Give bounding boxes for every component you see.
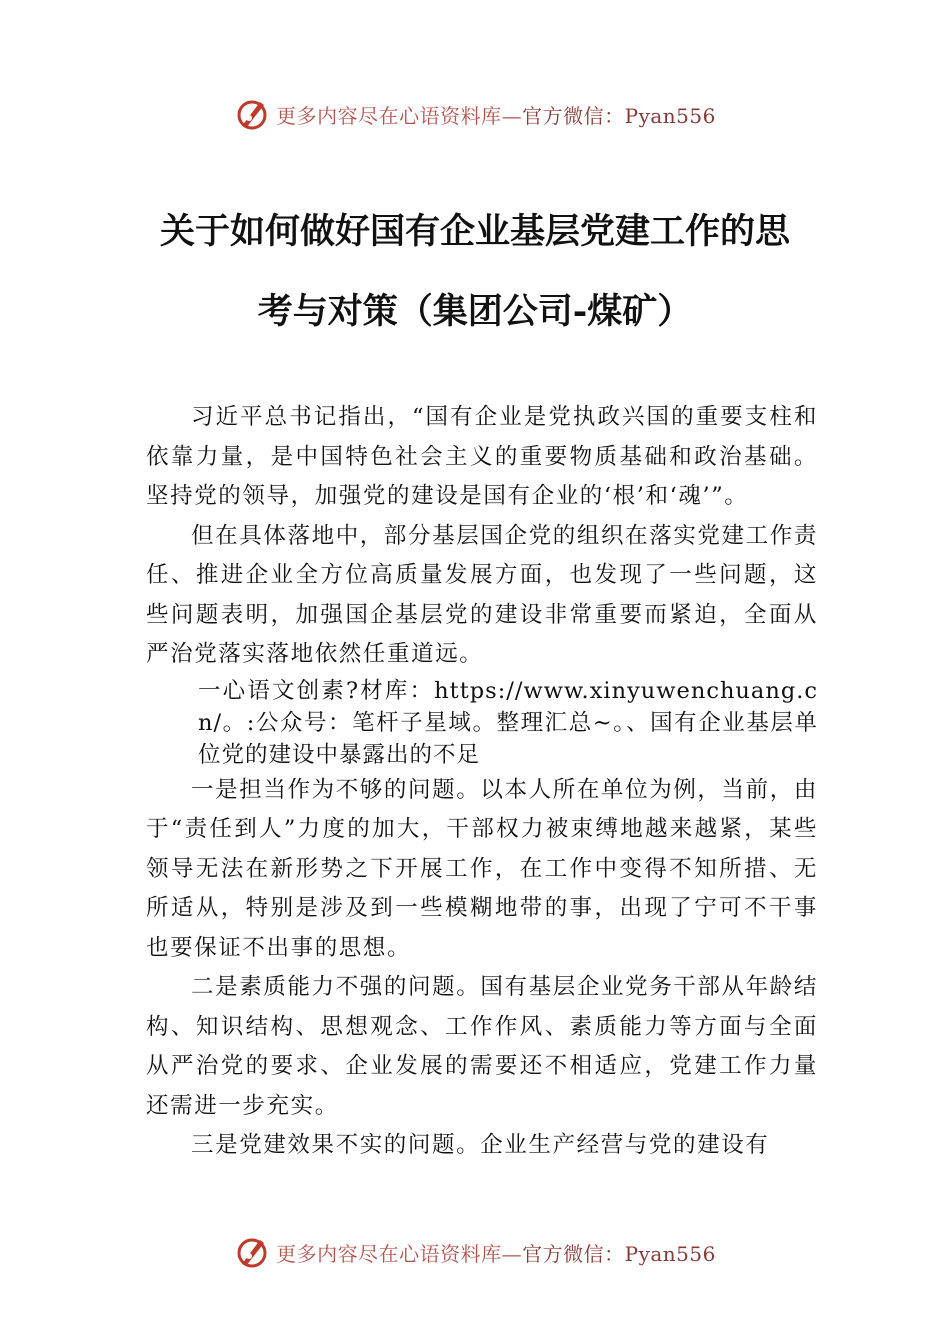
document-title-line-2: 考与对策（集团公司-煤矿） xyxy=(257,291,693,332)
footer-banner xyxy=(0,1232,950,1272)
banner-wechat: 官方微信：Pyan556 xyxy=(522,103,716,128)
banner-text: 更多内容尽在心语资料库— xyxy=(276,1241,523,1266)
banner-wechat: 官方微信：Pyan556 xyxy=(522,1241,716,1266)
paragraph: 一是担当作为不够的问题。以本人所在单位为例，当前，由于“责任到人”力度的加大，干部权力被束缚地越来越紧，某些领导无法在新形势之下开展工作，在工作中变得不知所措、无所适从，特别是涉及到一些模糊地带的事，出现了宁可不干事也要保证不出事的思想。 xyxy=(146,776,818,961)
pen-logo-icon xyxy=(234,1234,270,1270)
banner-text: 更多内容尽在心语资料库— xyxy=(276,103,523,128)
source-link-paragraph: 一心语文创素?材库：https://www.xinyuwenchuang.cn/。:公众号：笔杆子星域。整理汇总~。、国有企业基层单位党的建设中暴露出的不足 xyxy=(198,677,818,768)
paragraph: 但在具体落地中，部分基层国企党的组织在落实党建工作责任、推进企业全方位高质量发展方面，也发现了一些问题，这些问题表明，加强国企基层党的建设非常重要而紧迫，全面从严治党落实落地依然任重道远。 xyxy=(146,522,818,667)
paragraph: 三是党建效果不实的问题。企业生产经营与党的建设有 xyxy=(191,1132,770,1158)
paragraph: 习近平总书记指出，“国有企业是党执政兴国的重要支柱和依靠力量，是中国特色社会主义的重要物质基础和政治基础。坚持党的领导，加强党的建设是国有企业的‘根’和‘魂’”。 xyxy=(146,404,818,509)
paragraph: 二是素质能力不强的问题。国有基层企业党务干部从年龄结构、知识结构、思想观念、工作作风、素质能力等方面与全面从严治党的要求、企业发展的需要还不相适应，党建工作力量还需进一步充实。 xyxy=(146,974,818,1119)
pen-logo-icon xyxy=(234,96,270,132)
header-banner xyxy=(0,94,950,134)
document-body xyxy=(146,398,818,1166)
document-title-line-1: 关于如何做好国有企业基层党建工作的思 xyxy=(159,211,790,252)
